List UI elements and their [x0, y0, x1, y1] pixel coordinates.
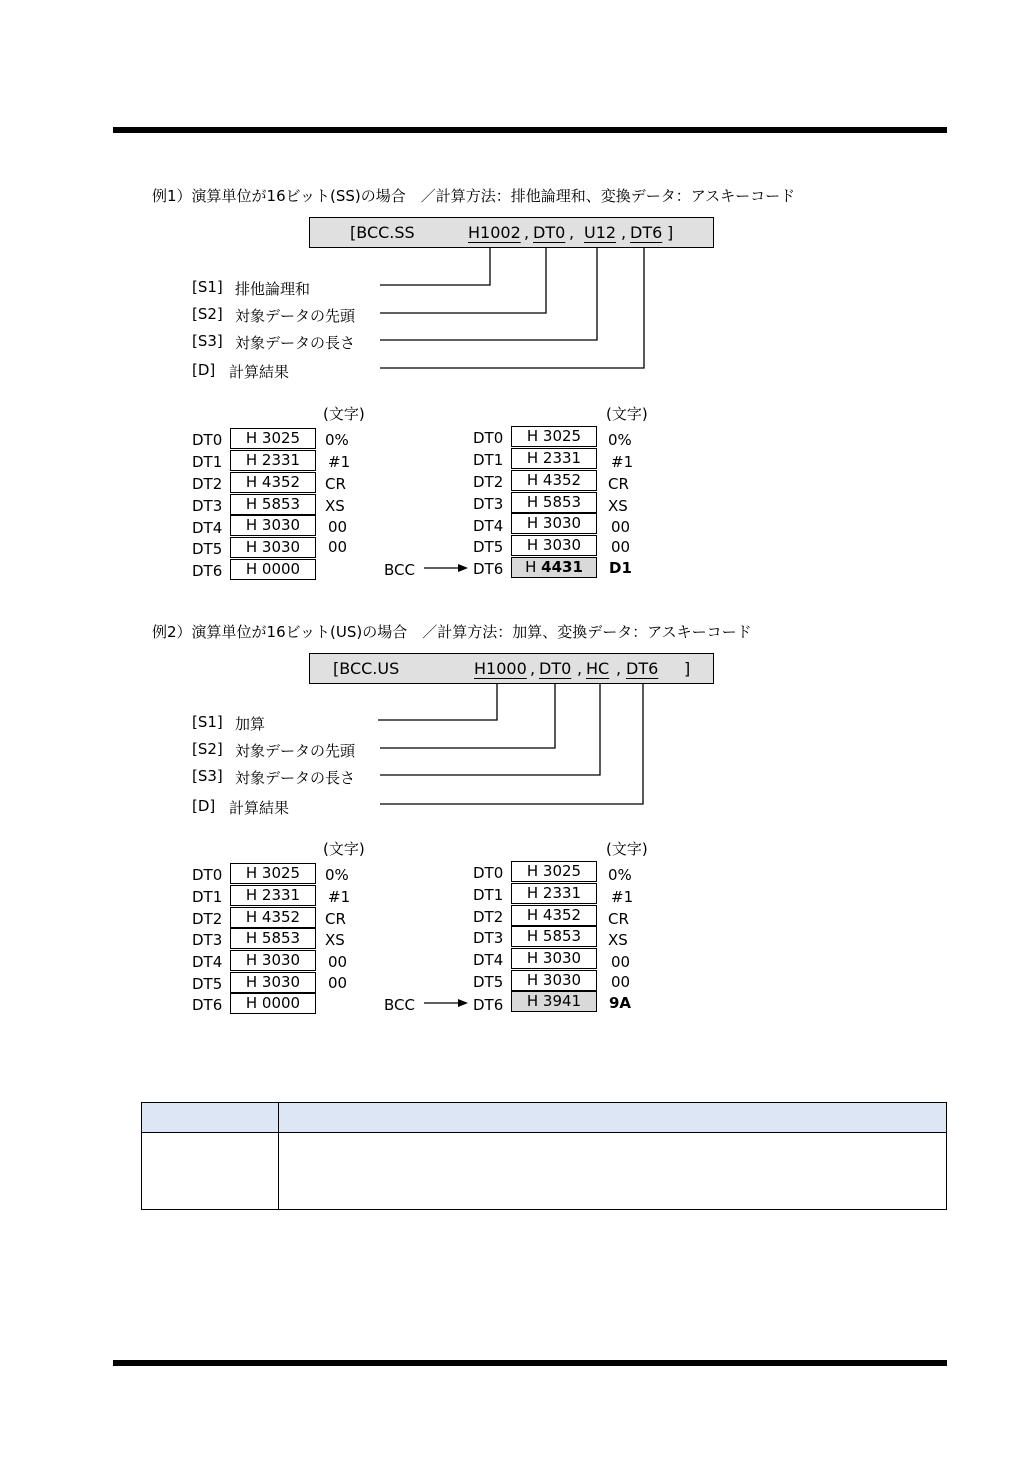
- register-name: DT2: [473, 473, 504, 491]
- result-char: 9A: [609, 994, 632, 1012]
- char-value: CR: [325, 910, 346, 928]
- result-value: 4431: [541, 558, 583, 576]
- table-body-cell: [279, 1133, 947, 1210]
- operand-separator: ,: [616, 659, 622, 678]
- register-name: DT2: [473, 908, 504, 926]
- label-s3-tag: [S3]: [192, 332, 223, 350]
- char-value: CR: [608, 475, 629, 493]
- register-name: DT1: [473, 886, 504, 904]
- char-value: 0%: [608, 866, 632, 884]
- register-name: DT0: [473, 429, 504, 447]
- register-name: DT5: [192, 540, 223, 558]
- register-name: DT5: [473, 973, 504, 991]
- register-value-cell: H 3025: [511, 426, 597, 447]
- register-name: DT4: [473, 517, 504, 535]
- register-value-cell: H 3030: [511, 970, 597, 991]
- example2-heading: 例2）演算単位が16ビット(US)の場合 ／計算方法：加算、変換データ：アスキーコード: [152, 623, 752, 641]
- register-name: DT3: [192, 497, 223, 515]
- label-s3-tag: [S3]: [192, 767, 223, 785]
- result-value-cell: H 3941: [511, 991, 597, 1012]
- register-name: DT5: [192, 975, 223, 993]
- operand-s1: H1000: [474, 659, 527, 678]
- char-value: 00: [611, 518, 631, 536]
- char-value: 00: [611, 538, 631, 556]
- register-name: DT3: [473, 495, 504, 513]
- char-value: 0%: [325, 866, 349, 884]
- register-value-cell: H 4352: [230, 907, 316, 928]
- command-close-bracket: ]: [684, 659, 691, 678]
- register-value-cell: H 3030: [511, 948, 597, 969]
- example1-heading: 例1）演算単位が16ビット(SS)の場合 ／計算方法：排他論理和、変換データ：アスキーコード: [152, 187, 796, 205]
- char-value: #1: [611, 888, 634, 906]
- result-value-cell: [511, 557, 597, 578]
- register-name: DT6: [473, 560, 504, 578]
- register-value-cell: H 3030: [230, 950, 316, 971]
- char-value: #1: [328, 453, 351, 471]
- operand-s2: DT0: [539, 659, 572, 678]
- register-value-cell: H 4352: [230, 472, 316, 493]
- label-d-tag: [D]: [192, 797, 216, 815]
- command-mnemonic: [BCC.SS: [350, 223, 415, 242]
- register-value-cell: H 5853: [230, 928, 316, 949]
- operand-separator: ,: [621, 223, 627, 242]
- register-value-cell: H 5853: [230, 494, 316, 515]
- bcc-label: BCC: [384, 996, 415, 1014]
- register-value-cell: H 5853: [511, 926, 597, 947]
- char-value: XS: [325, 497, 345, 515]
- char-column-header: (文字): [323, 405, 365, 423]
- register-value-cell: H 3025: [230, 863, 316, 884]
- char-value: 00: [328, 974, 348, 992]
- register-value-cell: H 0000: [230, 559, 316, 580]
- label-s2-tag: [S2]: [192, 305, 223, 323]
- register-name: DT6: [192, 562, 223, 580]
- result-char: D1: [609, 559, 632, 577]
- label-s1-tag: [S1]: [192, 713, 223, 731]
- command-mnemonic: [BCC.US: [333, 659, 400, 678]
- result-prefix: H: [525, 558, 537, 576]
- command-close-bracket: ]: [667, 223, 674, 242]
- bcc-label: BCC: [384, 561, 415, 579]
- char-value: 00: [328, 538, 348, 556]
- operand-d: DT6: [630, 223, 663, 242]
- register-value-cell: H 2331: [230, 450, 316, 471]
- char-column-header: (文字): [606, 405, 648, 423]
- register-name: DT4: [192, 953, 223, 971]
- char-column-header: (文字): [606, 840, 648, 858]
- label-s1-text: 排他論理和: [235, 280, 311, 298]
- operand-separator: ,: [577, 659, 583, 678]
- register-name: DT3: [473, 929, 504, 947]
- register-name: DT1: [192, 888, 223, 906]
- operand-d: DT6: [626, 659, 659, 678]
- char-value: XS: [608, 931, 628, 949]
- operand-separator: ,: [530, 659, 536, 678]
- register-value-cell: H 2331: [511, 448, 597, 469]
- char-value: 00: [328, 518, 348, 536]
- operand-s2: DT0: [533, 223, 566, 242]
- register-name: DT2: [192, 475, 223, 493]
- register-name: DT6: [473, 996, 504, 1014]
- char-column-header: (文字): [323, 840, 365, 858]
- register-name: DT0: [192, 431, 223, 449]
- register-name: DT2: [192, 910, 223, 928]
- register-name: DT5: [473, 538, 504, 556]
- register-name: DT0: [473, 864, 504, 882]
- register-value-cell: H 2331: [230, 885, 316, 906]
- label-s1-tag: [S1]: [192, 278, 223, 296]
- register-name: DT4: [473, 951, 504, 969]
- register-value-cell: H 3025: [230, 428, 316, 449]
- register-value-cell: H 2331: [511, 883, 597, 904]
- operand-s3: HC: [586, 659, 610, 678]
- register-value-cell: H 3025: [511, 861, 597, 882]
- label-s1-text: 加算: [235, 715, 266, 733]
- char-value: 0%: [608, 431, 632, 449]
- register-value-cell: H 3030: [511, 513, 597, 534]
- char-value: #1: [328, 888, 351, 906]
- label-s2-tag: [S2]: [192, 740, 223, 758]
- table-body-cell: [142, 1133, 279, 1210]
- label-s2-text: 対象データの先頭: [235, 742, 356, 760]
- register-name: DT0: [192, 866, 223, 884]
- register-value-cell: H 4352: [511, 905, 597, 926]
- table-header-cell: [142, 1103, 279, 1133]
- register-value-cell: H 5853: [511, 492, 597, 513]
- register-name: DT1: [192, 453, 223, 471]
- table-header-cell: [279, 1103, 947, 1133]
- label-s2-text: 対象データの先頭: [235, 307, 356, 325]
- register-value-cell: H 4352: [511, 470, 597, 491]
- label-d-text: 計算結果: [229, 799, 290, 817]
- register-value-cell: H 3030: [230, 972, 316, 993]
- operand-s3: U12: [584, 223, 617, 242]
- operand-separator: ,: [569, 223, 575, 242]
- char-value: CR: [608, 910, 629, 928]
- example2-command-box: [309, 653, 714, 684]
- label-s3-text: 対象データの長さ: [235, 769, 356, 787]
- label-s3-text: 対象データの長さ: [235, 334, 356, 352]
- register-value-cell: H 3030: [511, 535, 597, 556]
- char-value: XS: [608, 497, 628, 515]
- example1-command-box: [309, 217, 714, 248]
- register-name: DT4: [192, 519, 223, 537]
- char-value: 00: [611, 953, 631, 971]
- register-name: DT3: [192, 931, 223, 949]
- operand-separator: ,: [524, 223, 530, 242]
- register-value-cell: H 3030: [230, 537, 316, 558]
- label-d-tag: [D]: [192, 361, 216, 379]
- label-d-text: 計算結果: [229, 363, 290, 381]
- char-value: 0%: [325, 431, 349, 449]
- operand-s1: H1002: [468, 223, 521, 242]
- register-value-cell: H 0000: [230, 993, 316, 1014]
- char-value: 00: [611, 973, 631, 991]
- register-name: DT1: [473, 451, 504, 469]
- char-value: XS: [325, 931, 345, 949]
- char-value: 00: [328, 953, 348, 971]
- register-value-cell: H 3030: [230, 515, 316, 536]
- register-name: DT6: [192, 996, 223, 1014]
- char-value: #1: [611, 453, 634, 471]
- char-value: CR: [325, 475, 346, 493]
- empty-table: [141, 1102, 947, 1210]
